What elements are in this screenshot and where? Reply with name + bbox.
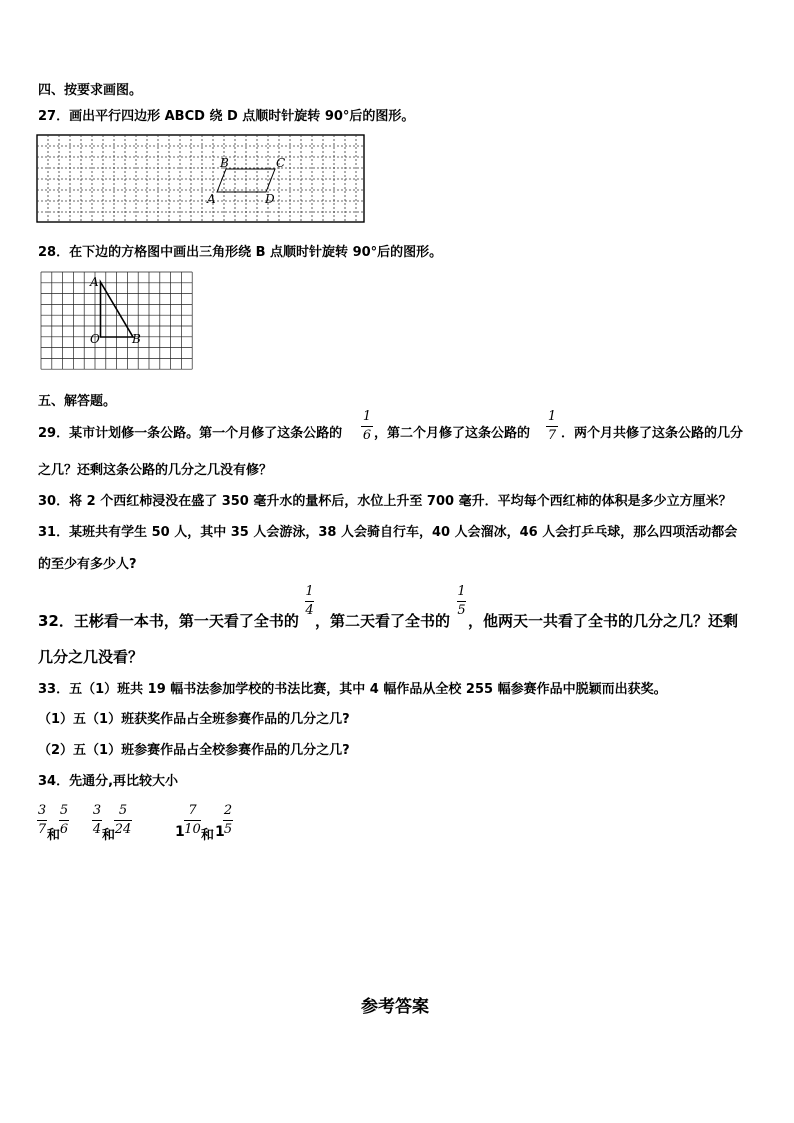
question-33-sub2: （2）五（1）班参赛作品占全校参赛作品的几分之几? (38, 743, 350, 758)
fraction-7-10: 7 10 (184, 803, 201, 837)
question-32-part1: 32．王彬看一本书，第一天看了全书的 (38, 612, 299, 630)
point-label-d: D (265, 192, 275, 206)
q27-parallelogram-grid (36, 134, 366, 224)
mixed-number-whole-2: 1 (215, 824, 225, 840)
fraction-1-5: 1 5 (457, 584, 466, 618)
point-label-b: B (220, 156, 229, 170)
section4-heading: 四、按要求画图。 (38, 83, 143, 98)
fraction-3-7: 3 7 (37, 803, 47, 837)
question-34: 34．先通分,再比较大小 (38, 774, 179, 789)
point-label-o: O (90, 332, 100, 346)
question-31-line2: 的至少有多少人? (38, 557, 137, 572)
q28-triangle-grid (40, 271, 195, 373)
fraction-5-6: 5 6 (59, 803, 69, 837)
answer-key-title: 参考答案 (361, 997, 429, 1017)
point-label-c: C (276, 156, 286, 170)
mixed-number-whole-1: 1 (175, 824, 185, 840)
and-label: 和 (102, 828, 116, 843)
fraction-2-5: 2 5 (223, 803, 233, 837)
point-label-b: B (132, 332, 141, 346)
point-label-a: A (207, 192, 216, 206)
fraction-3-4: 3 4 (92, 803, 102, 837)
fraction-5-24: 5 24 (114, 803, 132, 837)
question-29-part1: 29．某市计划修一条公路。第一个月修了这条公路的 (38, 426, 343, 441)
question-32-part2: ，第二天看了全书的 (315, 612, 451, 630)
question-33-sub1: （1）五（1）班获奖作品占全班参赛作品的几分之几? (38, 712, 350, 727)
question-29-part3: ．两个月共修了这条公路的几分 (561, 426, 744, 441)
question-32-part3: ，他两天一共看了全书的几分之几？还剩 (468, 612, 739, 630)
question-31-line1: 31．某班共有学生 50 人，其中 35 人会游泳，38 人会骑自行车，40 人会溜冰，46 人会打乒乓球，那么四项活动都会 (38, 525, 738, 540)
and-label: 和 (201, 828, 215, 843)
grid-border (37, 135, 364, 222)
fraction-1-7: 1 7 (547, 409, 557, 443)
question-28: 28．在下边的方格图中画出三角形绕 B 点顺时针旋转 90°后的图形。 (38, 245, 443, 260)
question-27: 27．画出平行四边形 ABCD 绕 D 点顺时针旋转 90°后的图形。 (38, 109, 415, 124)
fraction-1-6: 1 6 (362, 409, 372, 443)
question-32-line2: 几分之几没看？ (38, 648, 144, 666)
question-29-part2: ，第二个月修了这条公路的 (374, 426, 531, 441)
question-33-intro: 33．五（1）班共 19 幅书法参加学校的书法比赛，其中 4 幅作品从全校 255 幅参赛作品中脱颖而出获奖。 (38, 682, 667, 697)
section5-heading: 五、解答题。 (38, 394, 117, 409)
question-29-line2: 之几？还剩这条公路的几分之几没有修？ (38, 463, 273, 478)
fraction-1-4: 1 4 (305, 584, 314, 618)
and-label: 和 (47, 828, 61, 843)
point-label-a: A (90, 275, 99, 289)
question-30: 30．将 2 个西红柿浸没在盛了 350 毫升水的量杯后，水位上升至 700 毫升．平均每个西红柿的体积是多少立方厘米？ (38, 494, 732, 509)
